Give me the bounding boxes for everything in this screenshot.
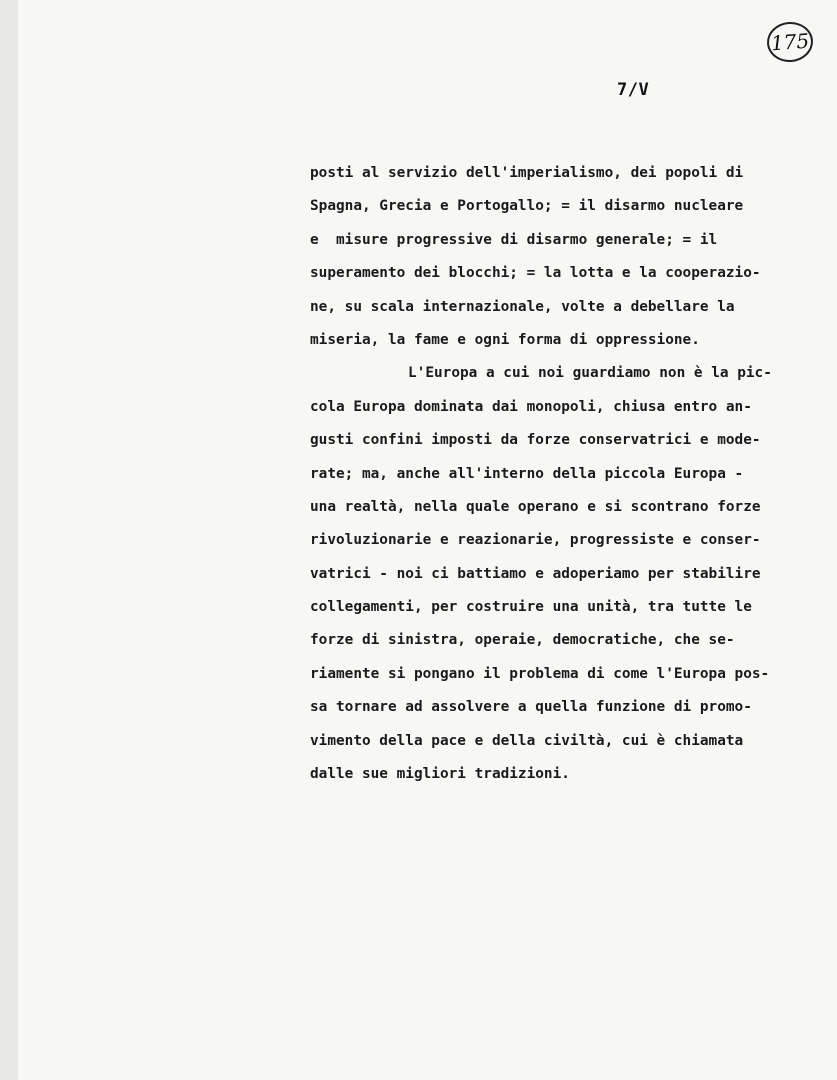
text-line: dalle sue migliori tradizioni. — [310, 766, 570, 783]
archive-stamp-number: 175 — [766, 20, 815, 63]
text-line: e misure progressive di disarmo generale; = il — [310, 231, 718, 248]
text-line: vimento della pace e della civiltà, cui è chiamata — [310, 732, 744, 749]
text-line: ne, su scala internazionale, volte a debellare la — [310, 298, 735, 315]
text-line: Spagna, Grecia e Portogallo; = il disarmo nucleare — [310, 198, 744, 215]
text-line: gusti confini imposti da forze conservatrici e mode- — [310, 432, 761, 449]
page-number: 7/V — [617, 80, 650, 100]
text-line: vatrici - noi ci battiamo e adoperiamo per stabilire — [310, 565, 761, 582]
text-line: collegamenti, per costruire una unità, tra tutte le — [310, 599, 752, 616]
text-line: una realtà, nella quale operano e si scontrano forze — [310, 498, 761, 515]
text-line: forze di sinistra, operaie, democratiche, che se- — [310, 632, 735, 649]
page-edge-shadow — [0, 0, 18, 1080]
document-body — [310, 157, 830, 791]
text-line: superamento dei blocchi; = la lotta e la cooperazio- — [310, 265, 761, 282]
text-line: riamente si pongano il problema di come l'Europa pos- — [310, 665, 770, 682]
text-line: rate; ma, anche all'interno della piccola Europa - — [310, 465, 744, 482]
text-line: posti al servizio dell'imperialismo, dei popoli di — [310, 165, 744, 181]
text-line: rivoluzionarie e reazionarie, progressiste e conser- — [310, 532, 761, 549]
text-line: miseria, la fame e ogni forma di oppressione. — [310, 331, 700, 348]
paragraph-first-line: L'Europa a cui noi guardiamo non è la pic- — [408, 365, 772, 382]
text-line: cola Europa dominata dai monopoli, chiusa entro an- — [310, 398, 752, 415]
text-line: sa tornare ad assolvere a quella funzione di promo- — [310, 699, 752, 716]
